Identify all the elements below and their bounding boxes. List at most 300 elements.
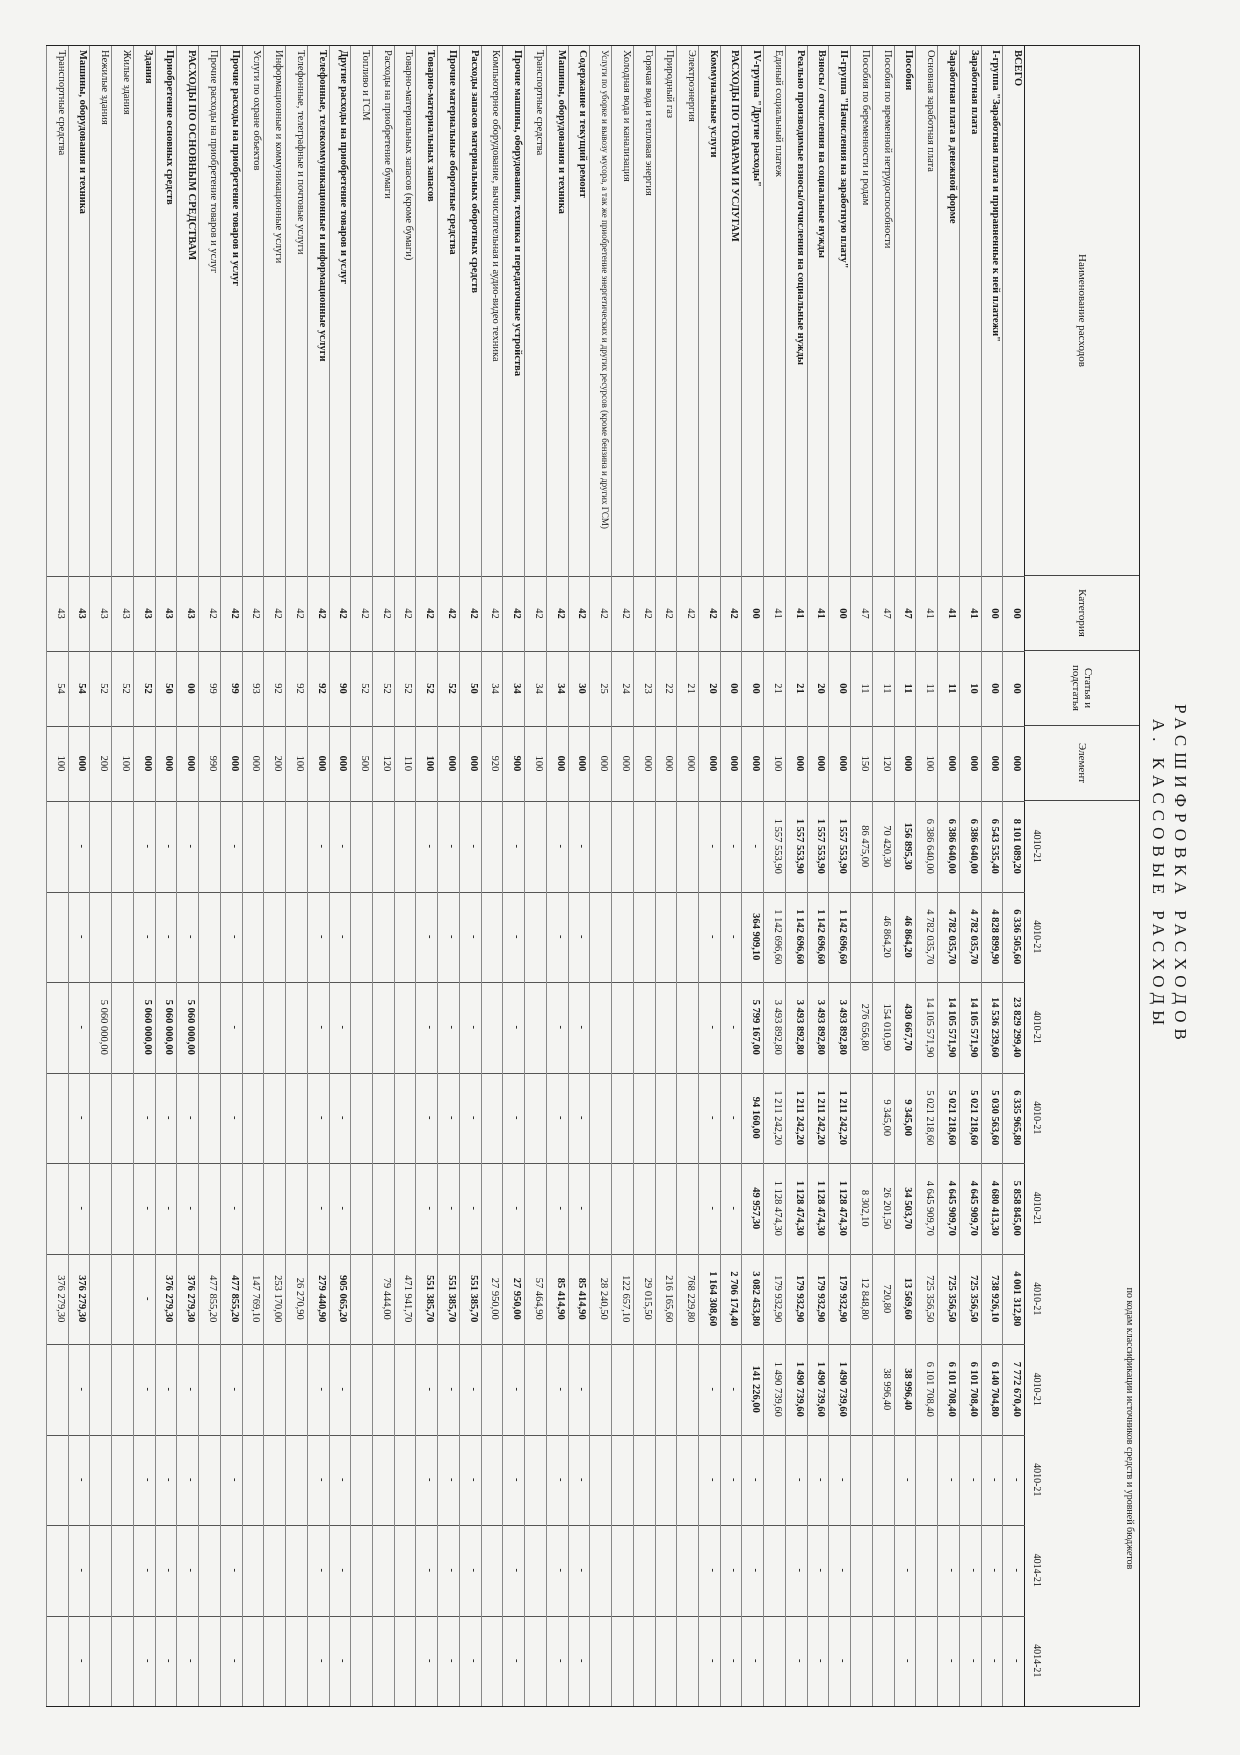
row-name: РАСХОДЫ ПО ОСНОВНЫМ СРЕДСТВАМ bbox=[186, 50, 198, 261]
row-code-el: 000 bbox=[641, 755, 653, 772]
row-divider bbox=[459, 46, 460, 1706]
row-value: 725 356,50 bbox=[967, 1275, 979, 1323]
row-code-art: 11 bbox=[858, 683, 870, 694]
row-value: - bbox=[706, 1206, 718, 1210]
row-value: - bbox=[728, 1206, 740, 1210]
row-value: - bbox=[315, 935, 327, 939]
row-code-el: 000 bbox=[598, 755, 610, 772]
row-value: - bbox=[141, 1206, 153, 1210]
row-value: - bbox=[185, 1206, 197, 1210]
row-value: - bbox=[554, 1206, 566, 1210]
row-divider bbox=[133, 46, 134, 1706]
row-value: - bbox=[185, 1478, 197, 1482]
row-value: - bbox=[185, 1116, 197, 1120]
row-code-el: 110 bbox=[402, 755, 414, 772]
rotated-document bbox=[50, 45, 1200, 1705]
row-value: 46 864,20 bbox=[902, 915, 914, 958]
row-code-art: 00 bbox=[989, 683, 1001, 694]
row-divider bbox=[959, 46, 960, 1706]
row-code-art: 34 bbox=[489, 683, 501, 694]
row-value: 85 414,90 bbox=[576, 1277, 588, 1320]
row-name: Реально производимые взносы/отчисления на социальные нужды bbox=[794, 50, 806, 365]
row-divider bbox=[350, 46, 351, 1706]
row-name: Транспортные средства bbox=[55, 50, 67, 156]
row-value: - bbox=[337, 1568, 349, 1572]
row-divider bbox=[937, 46, 938, 1706]
row-value: - bbox=[76, 1116, 88, 1120]
row-value: - bbox=[728, 1568, 740, 1572]
row-code-art: 11 bbox=[902, 683, 914, 694]
row-value: 23 829 299,40 bbox=[1011, 997, 1022, 1058]
row-code-el: 100 bbox=[293, 755, 305, 772]
row-name: Телефонные, телекоммуникационные и информационные услуги bbox=[316, 50, 328, 362]
row-code-cat: 41 bbox=[793, 608, 805, 619]
source-code-header: 4010-21 bbox=[1031, 920, 1042, 954]
row-value: - bbox=[467, 935, 479, 939]
row-code-el: 100 bbox=[924, 755, 936, 772]
row-value: - bbox=[511, 1116, 523, 1120]
row-value: 3 493 892,80 bbox=[793, 999, 805, 1055]
row-code-art: 52 bbox=[402, 683, 414, 694]
row-value: 27 950,00 bbox=[489, 1277, 501, 1320]
row-value: 1 557 553,90 bbox=[771, 818, 783, 874]
row-code-art: 54 bbox=[54, 683, 66, 694]
row-value: - bbox=[728, 1025, 740, 1029]
row-value: - bbox=[902, 1568, 914, 1572]
row-value: - bbox=[554, 935, 566, 939]
row-code-art: 11 bbox=[945, 683, 957, 694]
row-name: Топливо и ГСМ bbox=[360, 50, 371, 121]
row-name: Жилые здания bbox=[120, 50, 132, 115]
row-code-art: 24 bbox=[619, 683, 631, 694]
row-divider bbox=[89, 46, 90, 1706]
row-code-art: 50 bbox=[163, 683, 175, 694]
row-value: - bbox=[576, 1206, 588, 1210]
row-value: - bbox=[337, 935, 349, 939]
row-value: - bbox=[750, 1478, 762, 1482]
row-divider bbox=[263, 46, 264, 1706]
row-value: - bbox=[445, 1206, 457, 1210]
row-value: 14 105 571,90 bbox=[967, 997, 979, 1058]
row-divider bbox=[850, 46, 851, 1706]
row-value: 1 490 739,60 bbox=[771, 1361, 783, 1417]
row-name: Нежилые здания bbox=[99, 50, 111, 125]
row-value: 3 493 892,80 bbox=[837, 999, 849, 1055]
row-value: - bbox=[467, 1025, 479, 1029]
row-value: 46 864,20 bbox=[880, 915, 892, 958]
row-divider bbox=[307, 46, 308, 1706]
row-value: - bbox=[728, 935, 740, 939]
row-divider bbox=[741, 46, 742, 1706]
row-value: - bbox=[837, 1659, 849, 1663]
row-value: - bbox=[511, 1478, 523, 1482]
row-name: Пособия bbox=[903, 50, 915, 91]
row-code-art: 52 bbox=[424, 683, 436, 694]
row-value: - bbox=[902, 1478, 914, 1482]
row-code-cat: 42 bbox=[402, 608, 414, 619]
row-value: - bbox=[511, 844, 523, 848]
row-code-el: 000 bbox=[793, 755, 805, 772]
row-value: - bbox=[424, 1206, 436, 1210]
row-divider bbox=[655, 46, 656, 1706]
row-code-cat: 42 bbox=[554, 608, 566, 619]
row-value: - bbox=[467, 1387, 479, 1391]
row-value: - bbox=[576, 935, 588, 939]
row-code-cat: 00 bbox=[750, 608, 762, 619]
row-value: - bbox=[228, 1387, 240, 1391]
row-value: - bbox=[706, 935, 718, 939]
row-code-art: 10 bbox=[967, 683, 979, 694]
row-code-art: 34 bbox=[511, 683, 523, 694]
row-code-el: 120 bbox=[880, 755, 892, 772]
expenses-table bbox=[46, 45, 1140, 1707]
row-value: 5 060 000,00 bbox=[185, 999, 197, 1055]
row-value: - bbox=[511, 1568, 523, 1572]
row-code-cat: 41 bbox=[771, 608, 783, 619]
row-code-el: 200 bbox=[272, 755, 284, 772]
row-value: 14 536 239,60 bbox=[989, 997, 1001, 1058]
row-value: 376 279,30 bbox=[76, 1275, 88, 1323]
row-value: - bbox=[576, 1116, 588, 1120]
row-value: - bbox=[511, 1659, 523, 1663]
source-code-header: 4014-21 bbox=[1031, 1553, 1042, 1587]
row-value: - bbox=[554, 1387, 566, 1391]
row-value: 14 105 571,90 bbox=[924, 997, 936, 1058]
row-value: 4 782 035,70 bbox=[924, 909, 936, 965]
row-value: 7 772 670,40 bbox=[1011, 1361, 1022, 1417]
row-value: - bbox=[815, 1478, 827, 1482]
row-value: - bbox=[76, 1478, 88, 1482]
row-value: - bbox=[424, 844, 436, 848]
row-value: - bbox=[706, 1116, 718, 1120]
row-value: 3 493 892,80 bbox=[815, 999, 827, 1055]
row-name: Информационные и коммуникационные услуги bbox=[273, 50, 285, 264]
row-value: 1 128 474,30 bbox=[837, 1180, 849, 1236]
row-value: 364 909,10 bbox=[750, 913, 762, 961]
row-value: - bbox=[511, 1387, 523, 1391]
row-value: 8 302,10 bbox=[858, 1189, 870, 1227]
row-divider bbox=[220, 46, 221, 1706]
source-code-header: 4010-21 bbox=[1031, 829, 1042, 863]
row-name: Холодная вода и канализация bbox=[620, 50, 632, 182]
row-code-art: 52 bbox=[380, 683, 392, 694]
row-code-cat: 47 bbox=[858, 608, 870, 619]
row-name: Единый социальный платеж bbox=[772, 50, 784, 177]
row-code-el: 150 bbox=[858, 755, 870, 772]
row-code-cat: 00 bbox=[837, 608, 849, 619]
row-code-cat: 43 bbox=[54, 608, 66, 619]
row-value: 38 996,40 bbox=[902, 1368, 914, 1411]
row-divider bbox=[611, 46, 612, 1706]
row-value: - bbox=[706, 1025, 718, 1029]
row-value: 1 211 242,20 bbox=[793, 1090, 805, 1146]
row-code-cat: 42 bbox=[467, 608, 479, 619]
row-code-el: 000 bbox=[706, 755, 718, 772]
row-value: - bbox=[141, 844, 153, 848]
row-value: - bbox=[511, 1025, 523, 1029]
row-value: - bbox=[467, 1659, 479, 1663]
row-value: 4 782 035,70 bbox=[967, 909, 979, 965]
row-code-art: 99 bbox=[228, 683, 240, 694]
row-value: - bbox=[315, 1206, 327, 1210]
row-name: Товарно-материальных запасов bbox=[425, 50, 437, 202]
row-value: - bbox=[445, 1116, 457, 1120]
row-value: - bbox=[511, 935, 523, 939]
row-code-cat: 42 bbox=[380, 608, 392, 619]
row-code-el: 900 bbox=[511, 755, 523, 772]
row-name: Услуги по охране объектов bbox=[251, 50, 263, 171]
row-divider bbox=[46, 46, 47, 1706]
row-code-el: 000 bbox=[728, 755, 740, 772]
row-name: Здания bbox=[142, 50, 154, 84]
row-value: 29 015,50 bbox=[641, 1277, 653, 1320]
row-value: 6 386 640,00 bbox=[924, 818, 936, 874]
row-value: - bbox=[706, 1659, 718, 1663]
row-name: Коммунальные услуги bbox=[707, 50, 719, 158]
row-code-art: 52 bbox=[141, 683, 153, 694]
row-value: - bbox=[185, 1568, 197, 1572]
row-code-art: 11 bbox=[924, 683, 936, 694]
row-divider bbox=[633, 46, 634, 1706]
row-code-cat: 41 bbox=[945, 608, 957, 619]
row-value: 1 142 696,60 bbox=[793, 909, 805, 965]
row-value: 12 848,80 bbox=[858, 1277, 870, 1320]
row-divider bbox=[437, 46, 438, 1706]
row-divider bbox=[894, 46, 895, 1706]
row-divider bbox=[589, 46, 590, 1706]
row-code-el: 000 bbox=[467, 755, 479, 772]
row-code-art: 99 bbox=[206, 683, 218, 694]
row-value: 5 060 000,00 bbox=[141, 999, 153, 1055]
row-value: - bbox=[185, 844, 197, 848]
row-value: 179 932,90 bbox=[815, 1275, 827, 1323]
row-code-cat: 42 bbox=[641, 608, 653, 619]
row-code-cat: 42 bbox=[576, 608, 588, 619]
row-code-el: 000 bbox=[945, 755, 957, 772]
row-divider bbox=[546, 46, 547, 1706]
row-value: - bbox=[76, 1025, 88, 1029]
row-value: - bbox=[315, 1568, 327, 1572]
row-code-art: 92 bbox=[272, 683, 284, 694]
row-value: - bbox=[445, 844, 457, 848]
row-value: - bbox=[141, 1568, 153, 1572]
row-value: - bbox=[554, 1659, 566, 1663]
row-value: 1 557 553,90 bbox=[793, 818, 805, 874]
row-value: 477 855,20 bbox=[228, 1275, 240, 1323]
row-value: 141 226,00 bbox=[750, 1365, 762, 1413]
row-value: 4 680 413,30 bbox=[989, 1180, 1001, 1236]
row-value: - bbox=[163, 1659, 175, 1663]
header-element: Элемент bbox=[1025, 726, 1139, 801]
row-value: 1 164 308,60 bbox=[706, 1271, 718, 1327]
row-code-cat: 47 bbox=[880, 608, 892, 619]
row-name: Прочие машины, оборудования, техника и передаточные устройства bbox=[512, 50, 524, 377]
row-value: - bbox=[163, 1568, 175, 1572]
row-value: - bbox=[576, 1025, 588, 1029]
row-name: IV-группа "Другие расходы" bbox=[751, 50, 763, 187]
row-value: 6 386 640,00 bbox=[967, 818, 979, 874]
row-value: 154 010,90 bbox=[880, 1003, 892, 1051]
row-name: Транспортные средства bbox=[533, 50, 545, 156]
row-code-el: 000 bbox=[163, 755, 175, 772]
row-value: - bbox=[228, 1478, 240, 1482]
row-divider bbox=[329, 46, 330, 1706]
row-value: - bbox=[554, 1116, 566, 1120]
row-value: - bbox=[1011, 1478, 1022, 1482]
row-divider bbox=[720, 46, 721, 1706]
row-value: 9 345,00 bbox=[880, 1099, 892, 1137]
row-name: Компьютерное оборудование, вычислительная и аудио-видео техника bbox=[490, 50, 502, 362]
row-code-art: 52 bbox=[359, 683, 370, 694]
row-value: 1 490 739,60 bbox=[815, 1361, 827, 1417]
row-value: 1 128 474,30 bbox=[793, 1180, 805, 1236]
row-value: - bbox=[228, 1568, 240, 1572]
row-value: - bbox=[967, 1478, 979, 1482]
row-divider bbox=[763, 46, 764, 1706]
row-name: Машины, оборудования и техника bbox=[77, 50, 89, 214]
row-code-cat: 42 bbox=[619, 608, 631, 619]
row-divider bbox=[415, 46, 416, 1706]
row-value: 6 386 640,00 bbox=[945, 818, 957, 874]
row-name: Пособия по беременности и родам bbox=[859, 50, 871, 206]
row-value: - bbox=[554, 1568, 566, 1572]
row-code-cat: 42 bbox=[315, 608, 327, 619]
row-value: - bbox=[141, 1297, 153, 1301]
row-value: 768 229,80 bbox=[685, 1275, 696, 1323]
document-subtitle: А. КАССОВЫЕ РАСХОДЫ bbox=[1149, 718, 1168, 1032]
row-divider bbox=[68, 46, 69, 1706]
row-value: - bbox=[728, 1116, 740, 1120]
source-code-header: 4010-21 bbox=[1031, 1191, 1042, 1225]
row-value: 38 996,40 bbox=[880, 1368, 892, 1411]
row-value: 28 240,50 bbox=[598, 1277, 610, 1320]
row-value: - bbox=[989, 1659, 1001, 1663]
row-divider bbox=[828, 46, 829, 1706]
row-name: Взносы / отчисления на социальные нужды bbox=[816, 50, 828, 258]
row-code-art: 25 bbox=[598, 683, 610, 694]
row-value: 5 799 167,00 bbox=[750, 999, 762, 1055]
row-value: 1 142 696,60 bbox=[837, 909, 849, 965]
row-value: 276 656,80 bbox=[858, 1003, 870, 1051]
row-value: - bbox=[945, 1478, 957, 1482]
row-divider bbox=[915, 46, 916, 1706]
row-value: 27 950,00 bbox=[511, 1277, 523, 1320]
row-code-art: 00 bbox=[837, 683, 849, 694]
row-value: - bbox=[141, 935, 153, 939]
row-value: 720,80 bbox=[880, 1284, 892, 1314]
row-value: 70 420,30 bbox=[880, 825, 892, 868]
row-value: - bbox=[424, 1568, 436, 1572]
row-code-cat: 00 bbox=[1011, 608, 1022, 619]
row-value: 376 279,30 bbox=[185, 1275, 197, 1323]
row-code-cat: 42 bbox=[511, 608, 523, 619]
row-value: 6 101 708,40 bbox=[924, 1361, 936, 1417]
row-value: - bbox=[728, 1659, 740, 1663]
row-value: - bbox=[793, 1478, 805, 1482]
row-code-art: 50 bbox=[467, 683, 479, 694]
row-code-art: 92 bbox=[293, 683, 305, 694]
source-code-header: 4010-21 bbox=[1031, 1010, 1042, 1044]
row-divider bbox=[807, 46, 808, 1706]
row-code-art: 34 bbox=[532, 683, 544, 694]
row-code-art: 52 bbox=[119, 683, 131, 694]
row-value: 179 932,90 bbox=[771, 1275, 783, 1323]
row-code-art: 00 bbox=[728, 683, 740, 694]
row-code-el: 000 bbox=[76, 755, 88, 772]
row-value: - bbox=[728, 1387, 740, 1391]
row-name: Услуги по уборке и вывозу мусора, а так же приобретение энергетических и других ресурсов (кроме бензина и других ГСМ) bbox=[600, 50, 611, 529]
row-code-cat: 43 bbox=[141, 608, 153, 619]
row-value: 738 926,10 bbox=[989, 1275, 1001, 1323]
row-value: 4 828 899,90 bbox=[989, 909, 1001, 965]
row-value: 4 645 909,70 bbox=[945, 1180, 957, 1236]
row-code-el: 000 bbox=[815, 755, 827, 772]
row-code-el: 000 bbox=[619, 755, 631, 772]
row-code-el: 200 bbox=[98, 755, 110, 772]
row-value: 4 782 035,70 bbox=[945, 909, 957, 965]
row-value: - bbox=[163, 844, 175, 848]
row-value: 147 769,10 bbox=[250, 1275, 262, 1323]
row-value: 1 557 553,90 bbox=[815, 818, 827, 874]
row-code-cat: 43 bbox=[98, 608, 110, 619]
row-value: 551 385,70 bbox=[424, 1275, 436, 1323]
row-value: - bbox=[424, 1116, 436, 1120]
row-name: Содержание и текущий ремонт bbox=[577, 50, 589, 198]
row-name: Пособия по временной нетрудоспособности bbox=[881, 50, 893, 249]
row-code-el: 000 bbox=[837, 755, 849, 772]
row-value: 14 105 571,90 bbox=[945, 997, 957, 1058]
row-code-art: 54 bbox=[76, 683, 88, 694]
row-code-el: 990 bbox=[206, 755, 218, 772]
row-code-cat: 42 bbox=[228, 608, 240, 619]
row-value: - bbox=[793, 1659, 805, 1663]
row-value: 6 101 708,40 bbox=[967, 1361, 979, 1417]
row-name: I-группа "Заработная плата и приравненные к ней платежи" bbox=[990, 50, 1002, 343]
row-code-art: 90 bbox=[337, 683, 349, 694]
row-value: - bbox=[315, 844, 327, 848]
row-value: - bbox=[76, 1206, 88, 1210]
row-value: 1 211 242,20 bbox=[837, 1090, 849, 1146]
row-code-art: 22 bbox=[663, 683, 675, 694]
row-value: 57 464,90 bbox=[532, 1277, 544, 1320]
source-code-header: 4014-21 bbox=[1031, 1644, 1042, 1678]
row-code-el: 000 bbox=[554, 755, 566, 772]
row-value: - bbox=[185, 935, 197, 939]
row-value: - bbox=[945, 1659, 957, 1663]
row-value: 376 279,30 bbox=[163, 1275, 175, 1323]
row-value: - bbox=[902, 1659, 914, 1663]
row-code-cat: 42 bbox=[424, 608, 436, 619]
row-code-el: 100 bbox=[771, 755, 783, 772]
row-value: - bbox=[424, 1659, 436, 1663]
row-value: 34 503,70 bbox=[902, 1187, 914, 1230]
row-name: Товарно-материальных запасов (кроме бумаги) bbox=[403, 50, 415, 261]
row-code-el: 000 bbox=[967, 755, 979, 772]
row-value: - bbox=[337, 1478, 349, 1482]
row-value: - bbox=[163, 935, 175, 939]
row-value: - bbox=[989, 1568, 1001, 1572]
row-value: 6 543 535,40 bbox=[989, 818, 1001, 874]
row-value: - bbox=[706, 844, 718, 848]
row-value: - bbox=[750, 844, 762, 848]
row-value: - bbox=[163, 1387, 175, 1391]
row-code-art: 21 bbox=[685, 683, 696, 694]
row-code-cat: 42 bbox=[272, 608, 284, 619]
row-value: - bbox=[750, 1568, 762, 1572]
row-name: Расходы на приобретение бумаги bbox=[381, 50, 393, 199]
row-code-art: 30 bbox=[576, 683, 588, 694]
row-divider bbox=[785, 46, 786, 1706]
